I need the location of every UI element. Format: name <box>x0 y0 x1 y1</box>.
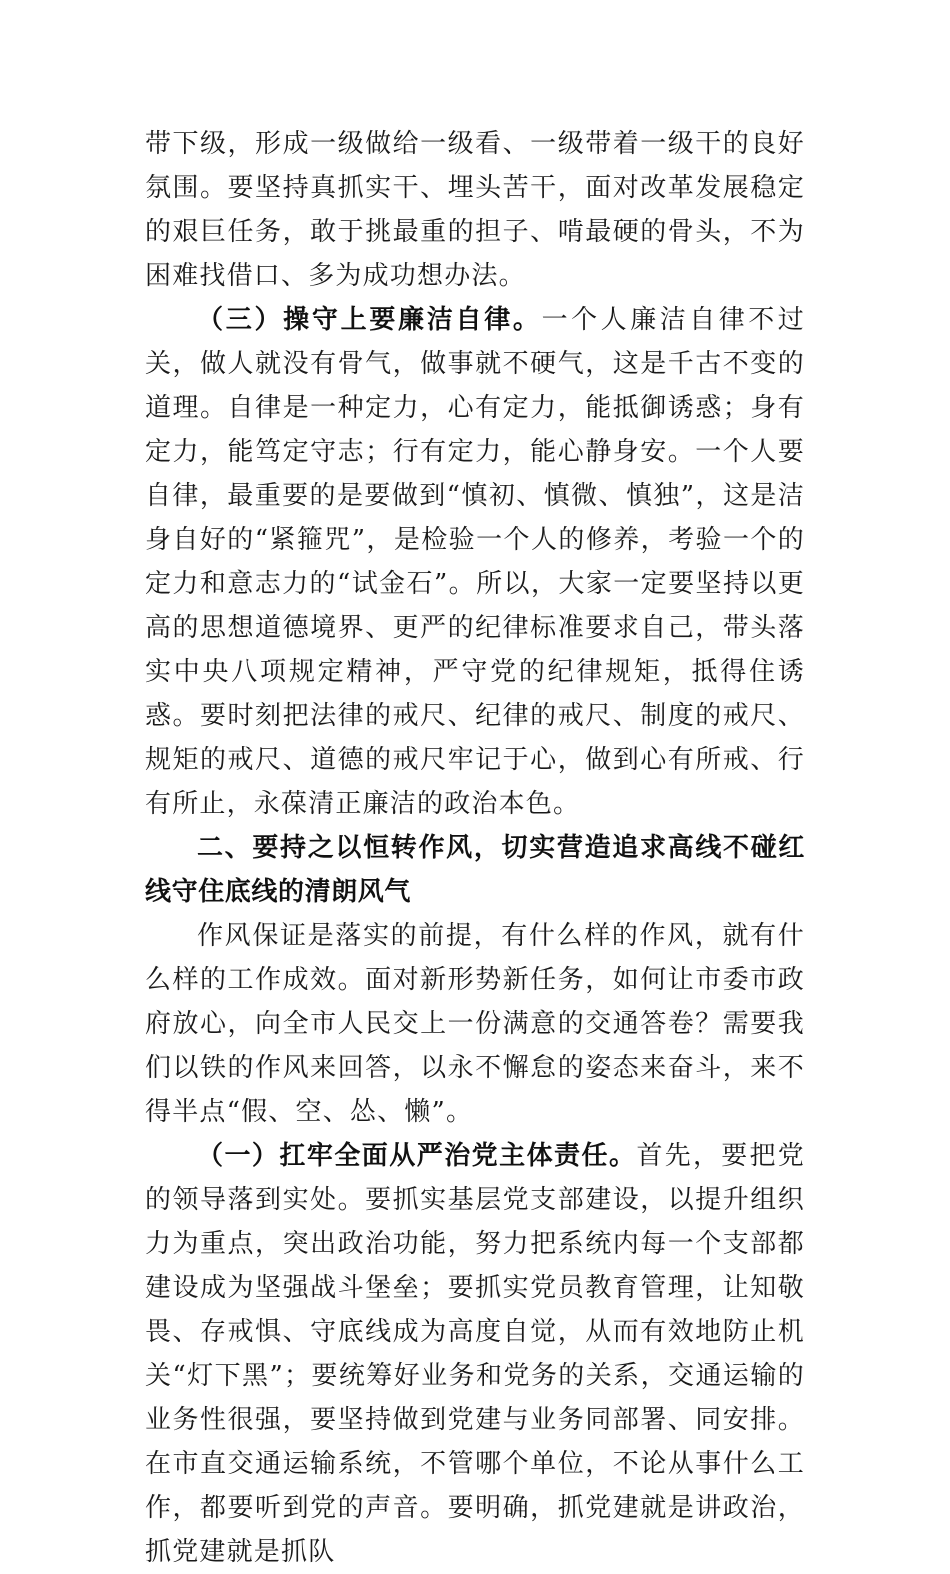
paragraph-lead-responsibility: （一）扛牢全面从严治党主体责任。 <box>197 1141 637 1171</box>
paragraph-responsibility <box>145 1134 805 1574</box>
paragraph-work-style: 作风保证是落实的前提，有什么样的作风，就有什么样的工作成效。面对新形势新任务，如何让市委市政府放心，向全市人民交上一份满意的交通答卷？需要我们以铁的作风来回答，以永不懈怠的姿态来奋斗，来不得半点“假、空、怂、懒”。 <box>145 921 805 1127</box>
section-heading-two: 二、要持之以恒转作风，切实营造追求高线不碰红线守住底线的清朗风气 <box>145 833 805 907</box>
document-body <box>145 122 805 1574</box>
paragraph-integrity <box>145 298 805 826</box>
paragraph-body-responsibility: 首先，要把党的领导落到实处。要抓实基层党支部建设，以提升组织力为重点，突出政治功能，努力把系统内每一个支部都建设成为坚强战斗堡垒；要抓实党员教育管理，让知敬畏、存戒惧、守底线成为高度自觉，从而有效地防止机关“灯下黑”；要统筹好业务和党务的关系，交通运输的业务性很强，要坚持做到党建与业务同部署、同安排。在市直交通运输系统，不管哪个单位，不论从事什么工作，都要听到党的声音。要明确，抓党建就是讲政治，抓党建就是抓队 <box>145 1141 806 1567</box>
paragraph-body-integrity: 一个人廉洁自律不过关，做人就没有骨气，做事就不硬气，这是千古不变的道理。自律是一种定力，心有定力，能抵御诱惑；身有定力，能笃定守志；行有定力，能心静身安。一个人要自律，最重要的是要做到“慎初、慎微、慎独”，这是洁身自好的“紧箍咒”，是检验一个人的修养，考验一个的定力和意志力的“试金石”。所以，大家一定要坚持以更高的思想道德境界、更严的纪律标准要求自己，带头落实中央八项规定精神，严守党的纪律规矩，抵得住诱惑。要时刻把法律的戒尺、纪律的戒尺、制度的戒尺、规矩的戒尺、道德的戒尺牢记于心，做到心有所戒、行有所止，永葆清正廉洁的政治本色。 <box>145 305 805 819</box>
paragraph-lead-integrity: （三）操守上要廉洁自律。 <box>197 305 542 335</box>
paragraph-continued: 带下级，形成一级做给一级看、一级带着一级干的良好氛围。要坚持真抓实干、埋头苦干，面对改革发展稳定的艰巨任务，敢于挑最重的担子、啃最硬的骨头，不为困难找借口、多为成功想办法。 <box>145 129 805 291</box>
